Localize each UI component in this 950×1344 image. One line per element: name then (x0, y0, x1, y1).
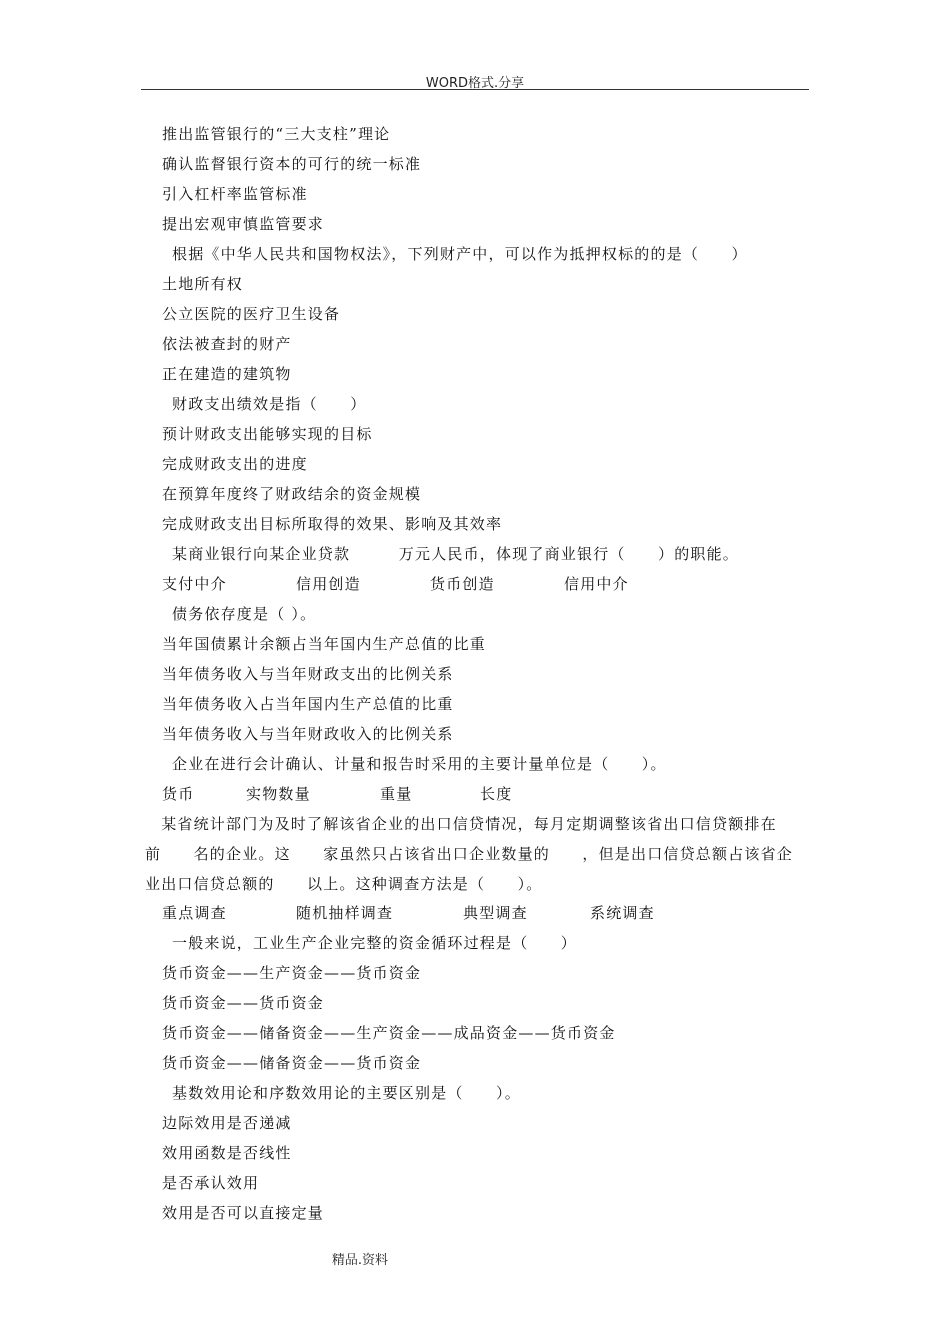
option-text: 完成财政支出目标所取得的效果、影响及其效率 (162, 515, 503, 533)
option-text: 货币 (162, 785, 195, 803)
option-text: 系统调查 (590, 904, 655, 922)
option-text: 在预算年度终了财政结余的资金规模 (162, 485, 422, 503)
option-text: 信用创造 (296, 575, 361, 593)
option-text: 重量 (380, 785, 413, 803)
question-text: 企业在进行会计确认、计量和报告时采用的主要计量单位是（ ）。 (172, 755, 667, 773)
paragraph-line: 业出口信贷总额的 以上。这种调查方法是（ ）。 (145, 875, 543, 893)
question-text: 某商业银行向某企业贷款 万元人民币，体现了商业银行（ ）的职能。 (172, 545, 740, 563)
page-footer: 精品.资料 (331, 1253, 389, 1268)
question-text: 债务依存度是（ ）。 (172, 605, 317, 623)
option-text: 正在建造的建筑物 (162, 365, 292, 383)
option-text: 支付中介 (162, 575, 227, 593)
option-text: 货币资金——储备资金——生产资金——成品资金——货币资金 (162, 1024, 616, 1042)
option-text: 边际效用是否递减 (162, 1114, 292, 1132)
option-text: 货币资金——储备资金——货币资金 (162, 1054, 422, 1072)
option-text: 当年债务收入与当年财政支出的比例关系 (162, 665, 454, 683)
paragraph-line: 前 名的企业。这 家虽然只占该省出口企业数量的 ，但是出口信贷总额占该省企 (145, 845, 794, 863)
option-text: 确认监督银行资本的可行的统一标准 (162, 155, 422, 173)
option-text: 当年债务收入占当年国内生产总值的比重 (162, 695, 454, 713)
option-text: 货币资金——货币资金 (162, 994, 325, 1012)
option-text: 土地所有权 (162, 275, 244, 293)
option-text: 当年债务收入与当年财政收入的比例关系 (162, 725, 454, 743)
option-text: 当年国债累计余额占当年国内生产总值的比重 (162, 635, 487, 653)
option-text: 实物数量 (246, 785, 311, 803)
header-divider (141, 89, 809, 90)
option-text: 随机抽样调查 (296, 904, 394, 922)
question-paragraph (145, 809, 813, 899)
option-text: 重点调查 (162, 904, 227, 922)
option-text: 信用中介 (564, 575, 629, 593)
options-row (0, 903, 950, 923)
option-text: 效用是否可以直接定量 (162, 1204, 325, 1222)
option-text: 货币资金——生产资金——货币资金 (162, 964, 422, 982)
question-text: 基数效用论和序数效用论的主要区别是（ ）。 (172, 1084, 521, 1102)
options-row (0, 574, 950, 594)
question-text: 根据《中华人民共和国物权法》，下列财产中，可以作为抵押权标的的是（ ） (172, 245, 748, 263)
option-text: 公立医院的医疗卫生设备 (162, 305, 341, 323)
option-text: 完成财政支出的进度 (162, 455, 308, 473)
option-text: 预计财政支出能够实现的目标 (162, 425, 373, 443)
option-text: 依法被查封的财产 (162, 335, 292, 353)
page-header: WORD格式.分享 (425, 76, 525, 91)
question-text: 财政支出绩效是指（ ） (172, 395, 367, 413)
option-text: 提出宏观审慎监管要求 (162, 215, 325, 233)
paragraph-line: 某省统计部门为及时了解该省企业的出口信贷情况，每月定期调整该省出口信贷额排在 (145, 815, 777, 833)
option-text: 引入杠杆率监管标准 (162, 185, 308, 203)
option-text: 推出监管银行的“三大支柱”理论 (162, 125, 391, 143)
option-text: 典型调查 (463, 904, 528, 922)
option-text: 是否承认效用 (162, 1174, 260, 1192)
option-text: 货币创造 (430, 575, 495, 593)
option-text: 长度 (480, 785, 513, 803)
options-row (0, 784, 950, 804)
question-text: 一般来说，工业生产企业完整的资金循环过程是（ ） (172, 934, 578, 952)
option-text: 效用函数是否线性 (162, 1144, 292, 1162)
